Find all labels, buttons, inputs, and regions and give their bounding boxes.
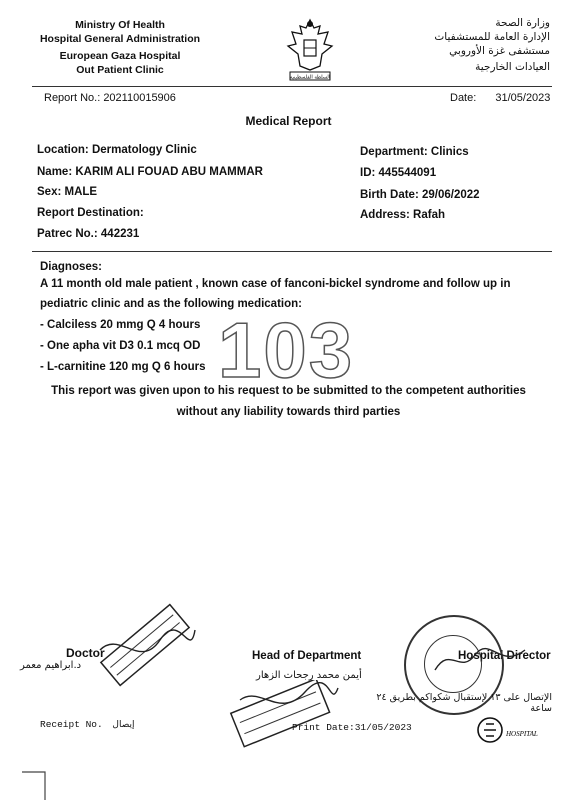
department-stamp-icon bbox=[220, 680, 340, 750]
diagnoses-label: Diagnoses: bbox=[40, 261, 102, 273]
hospital-logo-icon bbox=[476, 712, 546, 748]
report-date: Date: 31/05/2023 bbox=[450, 92, 551, 104]
palestine-emblem-icon bbox=[280, 14, 340, 84]
hospital-director-label: Hospital Director bbox=[458, 650, 551, 662]
department-field: Department: Clinics bbox=[360, 146, 469, 158]
medication-item: - One apha vit D3 0.1 mcq OD bbox=[40, 340, 201, 352]
address-field: Address: Rafah bbox=[360, 209, 445, 221]
page-title: Medical Report bbox=[245, 114, 332, 128]
number-stamp: 103 bbox=[218, 306, 355, 394]
logo-caption: HOSPITAL bbox=[506, 730, 538, 738]
diagnosis-line-1: A 11 month old male patient , known case of fanconi-bickel syndrome and follow up in bbox=[40, 278, 511, 290]
statement-line-2: without any liability towards third parties bbox=[176, 406, 401, 418]
ministry-label: Ministry Of Health bbox=[75, 19, 165, 31]
doctor-stamp-icon bbox=[90, 600, 200, 690]
administration-label: Hospital General Administration bbox=[39, 33, 201, 45]
header-divider bbox=[32, 86, 552, 87]
report-number: Report No.: 202110015906 bbox=[44, 92, 176, 104]
name-field: Name: KARIM ALI FOUAD ABU MAMMAR bbox=[37, 166, 263, 178]
administration-ar: الإدارة العامة للمستشفيات bbox=[434, 31, 550, 43]
location-field: Location: Dermatology Clinic bbox=[37, 144, 197, 156]
scan-mark-icon bbox=[20, 770, 50, 800]
destination-field: Report Destination: bbox=[37, 207, 144, 219]
patrec-field: Patrec No.: 442231 bbox=[37, 228, 140, 240]
medication-item: - L-carnitine 120 mg Q 6 hours bbox=[40, 361, 206, 373]
clinic-label: Out Patient Clinic bbox=[76, 64, 164, 76]
header-english bbox=[20, 18, 220, 77]
header-arabic bbox=[420, 16, 550, 74]
emblem-caption: السلطة الفلسطينية bbox=[289, 74, 331, 81]
print-date: Print Date:31/05/2023 bbox=[292, 722, 412, 733]
doctor-label: Doctor bbox=[66, 646, 105, 660]
statement-line-1: This report was given upon to his request to be submitted to the competent authorities bbox=[51, 385, 526, 397]
head-name-ar: أيمن محمد رجحات الزهار bbox=[256, 670, 362, 681]
doctor-name-ar: د.ابراهيم معمر bbox=[20, 660, 82, 671]
head-of-department-label: Head of Department bbox=[252, 650, 362, 662]
info-divider bbox=[32, 251, 552, 252]
diagnosis-line-2: pediatric clinic and as the following medication: bbox=[40, 298, 302, 310]
clinic-ar: العيادات الخارجية bbox=[475, 61, 550, 73]
director-signature-icon bbox=[430, 640, 530, 680]
id-field: ID: 445544091 bbox=[360, 167, 437, 179]
hospital-ar: مستشفى غزة الأوروبي bbox=[449, 45, 550, 57]
ministry-ar: وزارة الصحة bbox=[495, 17, 550, 29]
sex-field: Sex: MALE bbox=[37, 186, 98, 198]
medication-item: - Calciless 20 mmg Q 4 hours bbox=[40, 319, 201, 331]
receipt-number: Receipt No. إيصال bbox=[40, 719, 135, 730]
birth-date-field: Birth Date: 29/06/2022 bbox=[360, 189, 480, 201]
hospital-label: European Gaza Hospital bbox=[59, 50, 181, 62]
contact-note-ar: الإتصال على ١٣ لإستقبال شكواكم بطريق ٢٤ ساعة bbox=[376, 692, 552, 714]
